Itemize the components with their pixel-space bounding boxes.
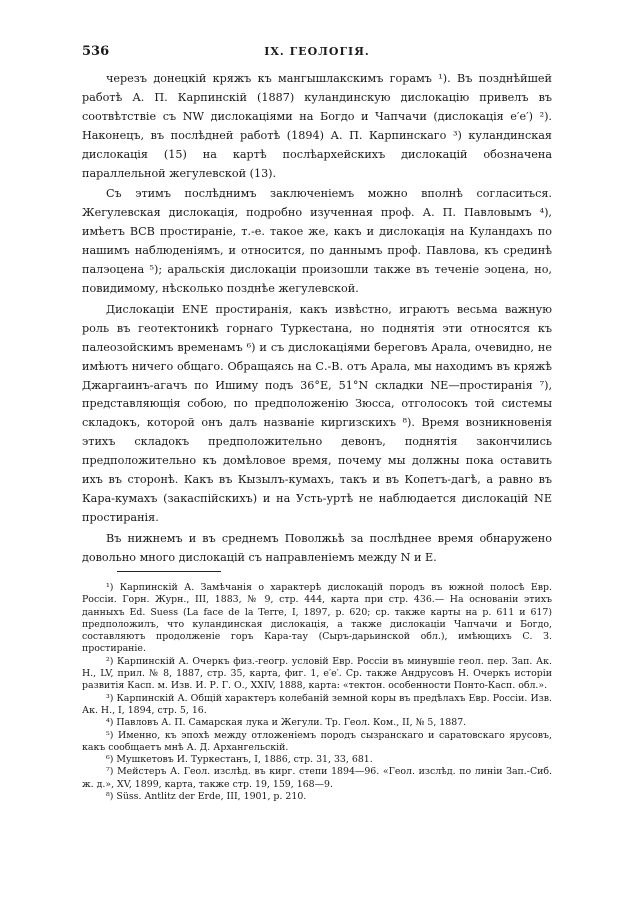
running-head: IX. ГЕОЛОГІЯ.: [264, 45, 370, 58]
footnote: ²) Карпинскій А. Очеркъ физ.-геогр. условій Евр. Россіи въ минувшіе геол. пер. Зап. Ак. Н., LV, прил. № 8, 1887, стр. 35, карта, фиг. 1, e′e′. Ср. также Андрусовъ Н. Очеркъ исторіи развитія Касп. м. Изв. И. Р. Г. О., XXIV, 1888, карта: «тектон. особенности Понто-Касп. обл.».: [82, 655, 552, 692]
footnote: ⁷) Мейстеръ А. Геол. изслѣд. въ кирг. степи 1894—96. «Геол. изслѣд. по линіи Зап.-Сиб. ж. д.», XV, 1899, карта, также стр. 19, 159, 168—9.: [82, 766, 552, 790]
footnote: ¹) Карпинскій А. Замѣчанія о характерѣ дислокацій породъ въ южной полосѣ Евр. Россіи. Горн. Журн., III, 1883, № 9, стр. 444, карта при стр. 436.— На основаніи этихъ данныхъ Ed. Suess (La face de la Terre, I, 1897, p. 620; ср. также карты на p. 611 и 617) предположилъ, что куландинская дислокація, а также дислокаціи Чапчачи и Богдо, составляютъ продолженіе горъ Кара-тау (Сыръ-дарьинской обл.), имѣющихъ С. З. простираніе.: [82, 582, 552, 655]
main-text: [82, 70, 552, 568]
paragraph: Съ этимъ послѣднимъ заключеніемъ можно вполнѣ согласиться. Жегулевская дислокація, подробно изученная проф. А. П. Павловымъ ⁴), имѣетъ ВСВ простираніе, т.-е. такое же, какъ и дислокація на Куландахъ по нашимъ наблюденіямъ, и относится, по даннымъ проф. Павлова, къ срединѣ палэоцена ⁵); аральскія дислокаціи произошли также въ теченіе эоцена, но, повидимому, нѣсколько позднѣе жегулевской.: [82, 187, 552, 295]
footnote: ⁴) Павловъ А. П. Самарская лука и Жегули. Тр. Геол. Ком., II, № 5, 1887.: [106, 717, 467, 729]
footnote: ³) Карпинскій А. Общій характеръ колебаній земной коры въ предѣлахъ Евр. Россіи. Изв. Ак. Н., I, 1894, стр. 5, 16.: [82, 692, 552, 716]
footnote: ⁶) Мушкетовъ И. Туркестанъ, I, 1886, стр. 31, 33, 681.: [106, 754, 373, 766]
footnote-separator: [117, 571, 221, 572]
page-number: 536: [82, 44, 110, 59]
paragraph: черезъ донецкій кряжъ къ мангышлакскимъ горамъ ¹). Въ позднѣйшей работѣ А. П. Карпинскій (1887) куландинскую дислокацію привелъ въ соотвѣтствіе съ NW дислокаціями на Богдо и Чапчачи (дислокація e′e′) ²). Наконецъ, въ послѣдней работѣ (1894) А. П. Карпинскаго ³) куландинская дислокація (15) на картѣ послѣархейскихъ дислокацій обозначена параллельной жегулевской (13).: [82, 72, 552, 180]
page-header: [82, 44, 552, 60]
paragraph: Дислокаціи ENE простиранія, какъ извѣстно, играютъ весьма важную роль въ геотектоникѣ горнаго Туркестана, но поднятія эти относятся къ палеозойскимъ временамъ ⁶) и съ дислокаціями береговъ Арала, очевидно, не имѣютъ ничего общаго. Обращаясь на С.-В. отъ Арала, мы находимъ въ кряжѣ Джаргаинъ-агачъ по Ишиму подъ 36°E, 51°N складки NE—простиранія ⁷), представляющія собою, по предположенію Зюсса, отголосокъ той системы складокъ, которой онъ далъ названіе киргизскихъ ⁸). Время возникновенія этихъ складокъ предположительно девонъ, поднятія закончились предположительно къ домѣловое время, почему мы должны пока оставить ихъ въ сторонѣ. Какъ въ Кызылъ-кумахъ, такъ и въ Копетъ-дагѣ, а равно въ Кара-кумахъ (закаспійскихъ) и на Усть-уртѣ не наблюдается дислокацій NE простиранія.: [82, 302, 552, 524]
footnote: ⁵) Именно, къ эпохѣ между отложеніемъ породъ сызранскаго и саратовскаго ярусовъ, какъ сообщаетъ мнѣ А. Д. Архангельскій.: [82, 729, 552, 753]
footnotes: [82, 582, 552, 803]
paragraph: Въ нижнемъ и въ среднемъ Поволжьѣ за послѣднее время обнаружено довольно много дислокацій съ направленіемъ между N и E.: [82, 531, 552, 564]
footnote: ⁸) Süss. Antlitz der Erde, III, 1901, p. 210.: [106, 791, 307, 803]
